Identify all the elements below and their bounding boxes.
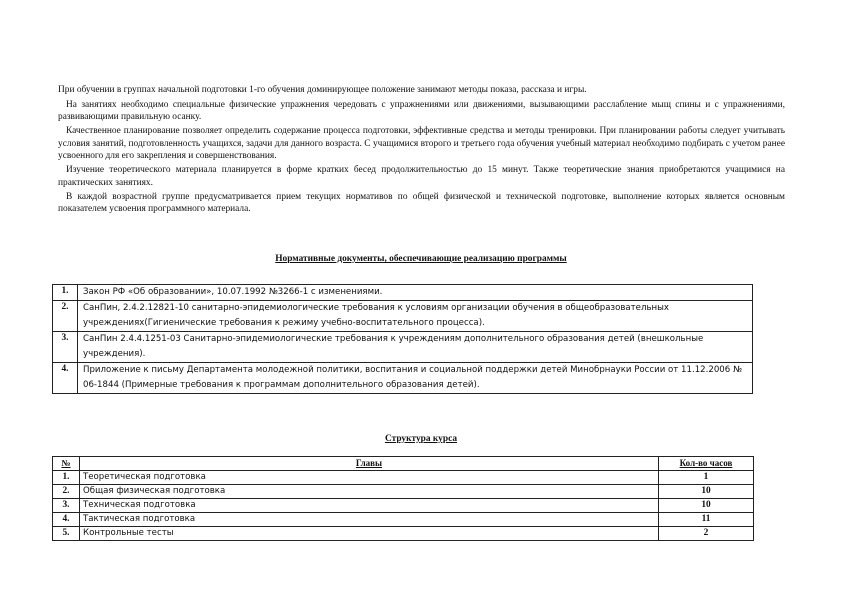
course-structure-title: Структура курса	[384, 434, 458, 444]
normative-docs-table	[52, 284, 753, 394]
paragraph: В каждой возрастной группе предусматривается прием текущих нормативов по общей физической и технической подготовке, выполнение которых является основным показателем усвоения программного материала.	[58, 192, 785, 215]
chapter-name: Техническая подготовка	[80, 499, 659, 513]
row-number: 3.	[53, 499, 80, 513]
header-number: №	[53, 457, 80, 471]
document-text: Приложение к письму Департамента молодежной политики, воспитания и социальной поддержки детей Минобрнауки России от 11.12.2006 № 06-1844 (Примерные требования к программам дополнительного образования детей).	[78, 363, 753, 394]
hours-value: 1	[659, 471, 754, 485]
row-number: 2.	[53, 301, 78, 332]
hours-value: 11	[659, 513, 754, 527]
paragraph: На занятиях необходимо специальные физические упражнения чередовать с упражнениями или движениями, вызывающими расслабление мыщ спины и с упражнениями, развивающими правильную осанку.	[58, 99, 785, 122]
paragraph: Изучение теоретического материала планируется в форме кратких бесед продолжительностью до 15 минут. Также теоретические знания приобретаются учащимися на практических занятиях.	[58, 165, 785, 188]
table-row	[53, 363, 753, 394]
table-row	[53, 332, 753, 363]
normative-docs-title: Нормативные документы, обеспечивающие реализацию программы	[275, 254, 567, 264]
chapter-name: Контрольные тесты	[80, 527, 659, 541]
row-number: 4.	[53, 363, 78, 394]
paragraph: При обучении в группах начальной подготовки 1-го обучения доминирующее положение занимают методы показа, рассказа и игры.	[58, 85, 587, 95]
course-structure-table	[52, 456, 754, 541]
row-number: 1.	[53, 285, 78, 301]
header-hours: Кол-во часов	[659, 457, 754, 471]
document-text: СанПин 2.4.4.1251-03 Санитарно-эпидемиологические требования к учреждениям дополнительного образования детей (внешкольные учреждения).	[78, 332, 753, 363]
document-text: Закон РФ «Об образовании», 10.07.1992 №3266-1 с изменениями.	[78, 285, 753, 301]
row-number: 1.	[53, 471, 80, 485]
table-row	[53, 499, 754, 513]
chapter-name: Тактическая подготовка	[80, 513, 659, 527]
hours-value: 10	[659, 499, 754, 513]
table-row	[53, 527, 754, 541]
table-row	[53, 513, 754, 527]
table-header-row	[53, 457, 754, 471]
chapter-name: Общая физическая подготовка	[80, 485, 659, 499]
row-number: 5.	[53, 527, 80, 541]
paragraph: Качественное планирование позволяет определить содержание процесса подготовки, эффективные средства и методы тренировки. При планировании работы следует учитывать условия занятий, подготовленность учащихся, задачи для данного возраста. С учащимися второго и третьего года обучения учебный материал необходимо подбирать с учетом ранее усвоенного для его закрепления и совершенствования.	[58, 126, 785, 161]
table-row	[53, 301, 753, 332]
intro-paragraphs	[58, 84, 785, 218]
row-number: 4.	[53, 513, 80, 527]
row-number: 3.	[53, 332, 78, 363]
chapter-name: Теоретическая подготовка	[80, 471, 659, 485]
header-chapter: Главы	[80, 457, 659, 471]
row-number: 2.	[53, 485, 80, 499]
hours-value: 2	[659, 527, 754, 541]
document-text: СанПин, 2.4.2.12821-10 санитарно-эпидемиологические требования к условиям организации обучения в общеобразовательных учреждениях(Гигиенические требования к режиму учебно-воспитательного процесса).	[78, 301, 753, 332]
table-row	[53, 485, 754, 499]
table-row	[53, 285, 753, 301]
table-row	[53, 471, 754, 485]
hours-value: 10	[659, 485, 754, 499]
